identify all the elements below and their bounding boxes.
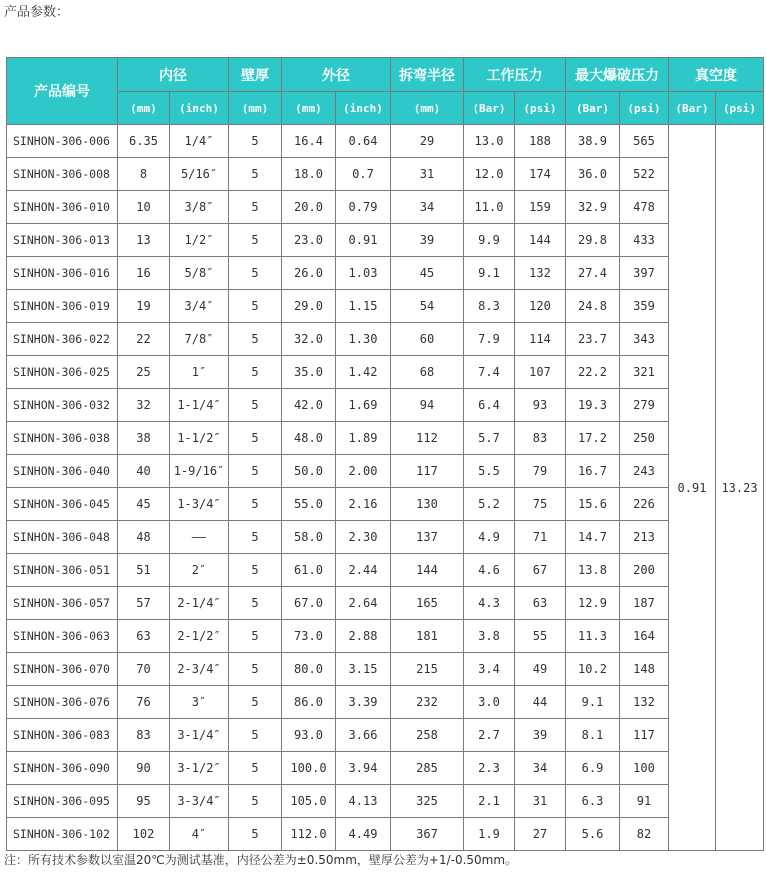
outer-mm-cell: 32.0 xyxy=(282,323,336,356)
burst-psi-cell: 359 xyxy=(620,290,669,323)
work-bar-cell: 9.9 xyxy=(464,224,515,257)
burst-bar-cell: 36.0 xyxy=(566,158,620,191)
outer-mm-cell: 26.0 xyxy=(282,257,336,290)
work-psi-cell: 49 xyxy=(515,653,566,686)
outer-inch-cell: 1.15 xyxy=(336,290,391,323)
unit-wall-mm: (mm) xyxy=(229,92,282,125)
work-psi-cell: 144 xyxy=(515,224,566,257)
work-psi-cell: 44 xyxy=(515,686,566,719)
burst-psi-cell: 200 xyxy=(620,554,669,587)
burst-psi-cell: 433 xyxy=(620,224,669,257)
product-code-cell: SINHON-306-016 xyxy=(7,257,118,290)
outer-mm-cell: 29.0 xyxy=(282,290,336,323)
work-psi-cell: 63 xyxy=(515,587,566,620)
table-row xyxy=(7,125,764,158)
table-row xyxy=(7,422,764,455)
header-row-units xyxy=(7,92,764,125)
wall-mm-cell: 5 xyxy=(229,191,282,224)
burst-bar-cell: 19.3 xyxy=(566,389,620,422)
inner-mm-cell: 6.35 xyxy=(118,125,170,158)
work-bar-cell: 2.3 xyxy=(464,752,515,785)
outer-mm-cell: 80.0 xyxy=(282,653,336,686)
outer-inch-cell: 4.13 xyxy=(336,785,391,818)
outer-inch-cell: 2.16 xyxy=(336,488,391,521)
inner-inch-cell: 3/4″ xyxy=(170,290,229,323)
inner-mm-cell: 63 xyxy=(118,620,170,653)
work-psi-cell: 132 xyxy=(515,257,566,290)
unit-vacuum-bar: (Bar) xyxy=(669,92,716,125)
outer-inch-cell: 1.42 xyxy=(336,356,391,389)
outer-mm-cell: 16.4 xyxy=(282,125,336,158)
work-bar-cell: 3.0 xyxy=(464,686,515,719)
work-psi-cell: 79 xyxy=(515,455,566,488)
inner-inch-cell: 1-1/2″ xyxy=(170,422,229,455)
outer-mm-cell: 42.0 xyxy=(282,389,336,422)
inner-mm-cell: 57 xyxy=(118,587,170,620)
burst-psi-cell: 187 xyxy=(620,587,669,620)
unit-vacuum-psi: (psi) xyxy=(716,92,764,125)
bend-radius-cell: 117 xyxy=(391,455,464,488)
burst-bar-cell: 23.7 xyxy=(566,323,620,356)
wall-mm-cell: 5 xyxy=(229,422,282,455)
product-code-cell: SINHON-306-038 xyxy=(7,422,118,455)
outer-mm-cell: 23.0 xyxy=(282,224,336,257)
work-bar-cell: 5.5 xyxy=(464,455,515,488)
burst-bar-cell: 32.9 xyxy=(566,191,620,224)
table-row xyxy=(7,653,764,686)
work-psi-cell: 120 xyxy=(515,290,566,323)
burst-bar-cell: 24.8 xyxy=(566,290,620,323)
inner-mm-cell: 32 xyxy=(118,389,170,422)
outer-mm-cell: 61.0 xyxy=(282,554,336,587)
wall-mm-cell: 5 xyxy=(229,554,282,587)
wall-mm-cell: 5 xyxy=(229,257,282,290)
burst-psi-cell: 478 xyxy=(620,191,669,224)
inner-inch-cell: 7/8″ xyxy=(170,323,229,356)
burst-bar-cell: 5.6 xyxy=(566,818,620,851)
burst-bar-cell: 13.8 xyxy=(566,554,620,587)
burst-bar-cell: 29.8 xyxy=(566,224,620,257)
table-row xyxy=(7,257,764,290)
unit-work-bar: (Bar) xyxy=(464,92,515,125)
wall-mm-cell: 5 xyxy=(229,752,282,785)
inner-mm-cell: 90 xyxy=(118,752,170,785)
outer-inch-cell: 1.30 xyxy=(336,323,391,356)
header-wall-thickness: 壁厚 xyxy=(229,58,282,92)
bend-radius-cell: 137 xyxy=(391,521,464,554)
product-code-cell: SINHON-306-040 xyxy=(7,455,118,488)
section-heading: 产品参数： xyxy=(4,5,70,20)
burst-bar-cell: 17.2 xyxy=(566,422,620,455)
product-code-cell: SINHON-306-057 xyxy=(7,587,118,620)
work-psi-cell: 107 xyxy=(515,356,566,389)
inner-mm-cell: 48 xyxy=(118,521,170,554)
inner-inch-cell: 2″ xyxy=(170,554,229,587)
outer-inch-cell: 2.64 xyxy=(336,587,391,620)
unit-bend-mm: (mm) xyxy=(391,92,464,125)
outer-mm-cell: 18.0 xyxy=(282,158,336,191)
outer-mm-cell: 67.0 xyxy=(282,587,336,620)
bend-radius-cell: 232 xyxy=(391,686,464,719)
work-psi-cell: 71 xyxy=(515,521,566,554)
inner-mm-cell: 70 xyxy=(118,653,170,686)
table-row xyxy=(7,389,764,422)
outer-inch-cell: 0.91 xyxy=(336,224,391,257)
burst-bar-cell: 16.7 xyxy=(566,455,620,488)
work-bar-cell: 8.3 xyxy=(464,290,515,323)
product-code-cell: SINHON-306-013 xyxy=(7,224,118,257)
outer-inch-cell: 3.15 xyxy=(336,653,391,686)
wall-mm-cell: 5 xyxy=(229,323,282,356)
inner-mm-cell: 45 xyxy=(118,488,170,521)
table-row xyxy=(7,818,764,851)
burst-psi-cell: 565 xyxy=(620,125,669,158)
table-row xyxy=(7,719,764,752)
table-row xyxy=(7,356,764,389)
burst-bar-cell: 15.6 xyxy=(566,488,620,521)
wall-mm-cell: 5 xyxy=(229,686,282,719)
work-bar-cell: 9.1 xyxy=(464,257,515,290)
header-product-code: 产品编号 xyxy=(7,58,118,125)
product-code-cell: SINHON-306-025 xyxy=(7,356,118,389)
inner-mm-cell: 13 xyxy=(118,224,170,257)
product-code-cell: SINHON-306-008 xyxy=(7,158,118,191)
unit-inner-inch: (inch) xyxy=(170,92,229,125)
work-bar-cell: 7.4 xyxy=(464,356,515,389)
inner-mm-cell: 38 xyxy=(118,422,170,455)
inner-inch-cell: 5/8″ xyxy=(170,257,229,290)
bend-radius-cell: 285 xyxy=(391,752,464,785)
outer-inch-cell: 3.66 xyxy=(336,719,391,752)
outer-mm-cell: 20.0 xyxy=(282,191,336,224)
inner-mm-cell: 102 xyxy=(118,818,170,851)
work-psi-cell: 93 xyxy=(515,389,566,422)
table-row xyxy=(7,224,764,257)
header-inner-diameter: 内径 xyxy=(118,58,229,92)
work-bar-cell: 6.4 xyxy=(464,389,515,422)
wall-mm-cell: 5 xyxy=(229,488,282,521)
bend-radius-cell: 258 xyxy=(391,719,464,752)
unit-inner-mm: (mm) xyxy=(118,92,170,125)
outer-inch-cell: 2.30 xyxy=(336,521,391,554)
outer-inch-cell: 0.79 xyxy=(336,191,391,224)
burst-psi-cell: 397 xyxy=(620,257,669,290)
work-psi-cell: 114 xyxy=(515,323,566,356)
product-code-cell: SINHON-306-045 xyxy=(7,488,118,521)
burst-bar-cell: 27.4 xyxy=(566,257,620,290)
wall-mm-cell: 5 xyxy=(229,455,282,488)
burst-bar-cell: 9.1 xyxy=(566,686,620,719)
outer-inch-cell: 3.94 xyxy=(336,752,391,785)
inner-inch-cell: 1-9/16″ xyxy=(170,455,229,488)
outer-mm-cell: 55.0 xyxy=(282,488,336,521)
burst-psi-cell: 250 xyxy=(620,422,669,455)
work-psi-cell: 31 xyxy=(515,785,566,818)
inner-inch-cell: 2-1/4″ xyxy=(170,587,229,620)
work-psi-cell: 39 xyxy=(515,719,566,752)
table-row xyxy=(7,620,764,653)
inner-mm-cell: 8 xyxy=(118,158,170,191)
inner-mm-cell: 95 xyxy=(118,785,170,818)
inner-mm-cell: 51 xyxy=(118,554,170,587)
table-row xyxy=(7,158,764,191)
burst-bar-cell: 6.3 xyxy=(566,785,620,818)
bend-radius-cell: 68 xyxy=(391,356,464,389)
bend-radius-cell: 60 xyxy=(391,323,464,356)
burst-bar-cell: 11.3 xyxy=(566,620,620,653)
inner-inch-cell: 3″ xyxy=(170,686,229,719)
burst-psi-cell: 148 xyxy=(620,653,669,686)
inner-inch-cell: 2-3/4″ xyxy=(170,653,229,686)
table-row xyxy=(7,290,764,323)
burst-psi-cell: 279 xyxy=(620,389,669,422)
burst-psi-cell: 522 xyxy=(620,158,669,191)
outer-inch-cell: 2.00 xyxy=(336,455,391,488)
inner-mm-cell: 25 xyxy=(118,356,170,389)
outer-inch-cell: 3.39 xyxy=(336,686,391,719)
burst-psi-cell: 117 xyxy=(620,719,669,752)
inner-inch-cell: 1/4″ xyxy=(170,125,229,158)
product-code-cell: SINHON-306-102 xyxy=(7,818,118,851)
outer-mm-cell: 50.0 xyxy=(282,455,336,488)
outer-inch-cell: 1.03 xyxy=(336,257,391,290)
wall-mm-cell: 5 xyxy=(229,719,282,752)
burst-psi-cell: 132 xyxy=(620,686,669,719)
wall-mm-cell: 5 xyxy=(229,818,282,851)
inner-inch-cell: 3-3/4″ xyxy=(170,785,229,818)
burst-psi-cell: 164 xyxy=(620,620,669,653)
inner-mm-cell: 16 xyxy=(118,257,170,290)
inner-mm-cell: 83 xyxy=(118,719,170,752)
burst-bar-cell: 14.7 xyxy=(566,521,620,554)
table-row xyxy=(7,521,764,554)
wall-mm-cell: 5 xyxy=(229,785,282,818)
work-psi-cell: 34 xyxy=(515,752,566,785)
table-row xyxy=(7,785,764,818)
outer-mm-cell: 105.0 xyxy=(282,785,336,818)
wall-mm-cell: 5 xyxy=(229,356,282,389)
outer-inch-cell: 2.44 xyxy=(336,554,391,587)
work-bar-cell: 13.0 xyxy=(464,125,515,158)
table-row xyxy=(7,455,764,488)
burst-psi-cell: 321 xyxy=(620,356,669,389)
inner-inch-cell: 1-1/4″ xyxy=(170,389,229,422)
product-code-cell: SINHON-306-019 xyxy=(7,290,118,323)
product-code-cell: SINHON-306-063 xyxy=(7,620,118,653)
wall-mm-cell: 5 xyxy=(229,158,282,191)
burst-bar-cell: 12.9 xyxy=(566,587,620,620)
work-bar-cell: 4.3 xyxy=(464,587,515,620)
wall-mm-cell: 5 xyxy=(229,620,282,653)
burst-bar-cell: 8.1 xyxy=(566,719,620,752)
product-code-cell: SINHON-306-095 xyxy=(7,785,118,818)
work-bar-cell: 4.6 xyxy=(464,554,515,587)
bend-radius-cell: 94 xyxy=(391,389,464,422)
work-psi-cell: 159 xyxy=(515,191,566,224)
inner-mm-cell: 19 xyxy=(118,290,170,323)
outer-mm-cell: 73.0 xyxy=(282,620,336,653)
work-bar-cell: 2.7 xyxy=(464,719,515,752)
outer-mm-cell: 93.0 xyxy=(282,719,336,752)
table-row xyxy=(7,587,764,620)
bend-radius-cell: 45 xyxy=(391,257,464,290)
product-code-cell: SINHON-306-006 xyxy=(7,125,118,158)
bend-radius-cell: 54 xyxy=(391,290,464,323)
work-psi-cell: 75 xyxy=(515,488,566,521)
product-code-cell: SINHON-306-083 xyxy=(7,719,118,752)
outer-mm-cell: 58.0 xyxy=(282,521,336,554)
inner-mm-cell: 22 xyxy=(118,323,170,356)
outer-inch-cell: 4.49 xyxy=(336,818,391,851)
unit-burst-psi: (psi) xyxy=(620,92,669,125)
work-bar-cell: 3.8 xyxy=(464,620,515,653)
burst-psi-cell: 226 xyxy=(620,488,669,521)
bend-radius-cell: 31 xyxy=(391,158,464,191)
bend-radius-cell: 29 xyxy=(391,125,464,158)
inner-inch-cell: 1″ xyxy=(170,356,229,389)
bend-radius-cell: 215 xyxy=(391,653,464,686)
bend-radius-cell: 130 xyxy=(391,488,464,521)
product-code-cell: SINHON-306-076 xyxy=(7,686,118,719)
burst-psi-cell: 82 xyxy=(620,818,669,851)
product-parameters-table xyxy=(6,57,764,851)
unit-outer-inch: (inch) xyxy=(336,92,391,125)
table-row xyxy=(7,191,764,224)
bend-radius-cell: 34 xyxy=(391,191,464,224)
burst-psi-cell: 243 xyxy=(620,455,669,488)
work-psi-cell: 55 xyxy=(515,620,566,653)
outer-inch-cell: 0.64 xyxy=(336,125,391,158)
bend-radius-cell: 144 xyxy=(391,554,464,587)
outer-mm-cell: 48.0 xyxy=(282,422,336,455)
vacuum-bar-cell: 0.91 xyxy=(669,125,716,851)
burst-psi-cell: 343 xyxy=(620,323,669,356)
wall-mm-cell: 5 xyxy=(229,653,282,686)
product-code-cell: SINHON-306-051 xyxy=(7,554,118,587)
outer-inch-cell: 1.69 xyxy=(336,389,391,422)
inner-inch-cell: —— xyxy=(170,521,229,554)
inner-inch-cell: 1-3/4″ xyxy=(170,488,229,521)
burst-bar-cell: 10.2 xyxy=(566,653,620,686)
bend-radius-cell: 367 xyxy=(391,818,464,851)
header-vacuum: 真空度 xyxy=(669,58,764,92)
header-burst-pressure: 最大爆破压力 xyxy=(566,58,669,92)
product-code-cell: SINHON-306-070 xyxy=(7,653,118,686)
outer-mm-cell: 86.0 xyxy=(282,686,336,719)
vacuum-psi-cell: 13.23 xyxy=(716,125,764,851)
work-bar-cell: 5.7 xyxy=(464,422,515,455)
burst-bar-cell: 22.2 xyxy=(566,356,620,389)
bend-radius-cell: 39 xyxy=(391,224,464,257)
table-row xyxy=(7,554,764,587)
bend-radius-cell: 181 xyxy=(391,620,464,653)
wall-mm-cell: 5 xyxy=(229,224,282,257)
work-bar-cell: 7.9 xyxy=(464,323,515,356)
work-psi-cell: 188 xyxy=(515,125,566,158)
table-header xyxy=(7,58,764,125)
unit-burst-bar: (Bar) xyxy=(566,92,620,125)
header-outer-diameter: 外径 xyxy=(282,58,391,92)
burst-psi-cell: 91 xyxy=(620,785,669,818)
product-code-cell: SINHON-306-022 xyxy=(7,323,118,356)
inner-mm-cell: 76 xyxy=(118,686,170,719)
product-code-cell: SINHON-306-090 xyxy=(7,752,118,785)
burst-psi-cell: 100 xyxy=(620,752,669,785)
burst-bar-cell: 38.9 xyxy=(566,125,620,158)
table-row xyxy=(7,686,764,719)
outer-mm-cell: 100.0 xyxy=(282,752,336,785)
inner-inch-cell: 3-1/4″ xyxy=(170,719,229,752)
inner-inch-cell: 1/2″ xyxy=(170,224,229,257)
work-bar-cell: 5.2 xyxy=(464,488,515,521)
burst-psi-cell: 213 xyxy=(620,521,669,554)
work-bar-cell: 2.1 xyxy=(464,785,515,818)
product-code-cell: SINHON-306-032 xyxy=(7,389,118,422)
table-body xyxy=(7,125,764,851)
burst-bar-cell: 6.9 xyxy=(566,752,620,785)
bend-radius-cell: 165 xyxy=(391,587,464,620)
outer-inch-cell: 0.7 xyxy=(336,158,391,191)
inner-inch-cell: 3/8″ xyxy=(170,191,229,224)
work-psi-cell: 27 xyxy=(515,818,566,851)
work-bar-cell: 11.0 xyxy=(464,191,515,224)
outer-inch-cell: 1.89 xyxy=(336,422,391,455)
work-bar-cell: 4.9 xyxy=(464,521,515,554)
header-working-pressure: 工作压力 xyxy=(464,58,566,92)
header-bend-radius: 拆弯半径 xyxy=(391,58,464,92)
wall-mm-cell: 5 xyxy=(229,521,282,554)
wall-mm-cell: 5 xyxy=(229,290,282,323)
table-row xyxy=(7,752,764,785)
outer-inch-cell: 2.88 xyxy=(336,620,391,653)
bend-radius-cell: 112 xyxy=(391,422,464,455)
product-code-cell: SINHON-306-010 xyxy=(7,191,118,224)
table-row xyxy=(7,488,764,521)
inner-inch-cell: 2-1/2″ xyxy=(170,620,229,653)
outer-mm-cell: 112.0 xyxy=(282,818,336,851)
unit-work-psi: (psi) xyxy=(515,92,566,125)
header-row-groups xyxy=(7,58,764,92)
wall-mm-cell: 5 xyxy=(229,389,282,422)
work-psi-cell: 67 xyxy=(515,554,566,587)
unit-outer-mm: (mm) xyxy=(282,92,336,125)
wall-mm-cell: 5 xyxy=(229,125,282,158)
work-psi-cell: 83 xyxy=(515,422,566,455)
table-row xyxy=(7,323,764,356)
wall-mm-cell: 5 xyxy=(229,587,282,620)
inner-inch-cell: 3-1/2″ xyxy=(170,752,229,785)
work-bar-cell: 12.0 xyxy=(464,158,515,191)
work-psi-cell: 174 xyxy=(515,158,566,191)
bend-radius-cell: 325 xyxy=(391,785,464,818)
work-bar-cell: 1.9 xyxy=(464,818,515,851)
product-code-cell: SINHON-306-048 xyxy=(7,521,118,554)
inner-inch-cell: 4″ xyxy=(170,818,229,851)
work-bar-cell: 3.4 xyxy=(464,653,515,686)
outer-mm-cell: 35.0 xyxy=(282,356,336,389)
inner-inch-cell: 5/16″ xyxy=(170,158,229,191)
inner-mm-cell: 10 xyxy=(118,191,170,224)
footnote: 注：所有技术参数以室温20℃为测试基准，内径公差为±0.50mm，壁厚公差为+1/-0.50mm。 xyxy=(4,853,518,867)
inner-mm-cell: 40 xyxy=(118,455,170,488)
